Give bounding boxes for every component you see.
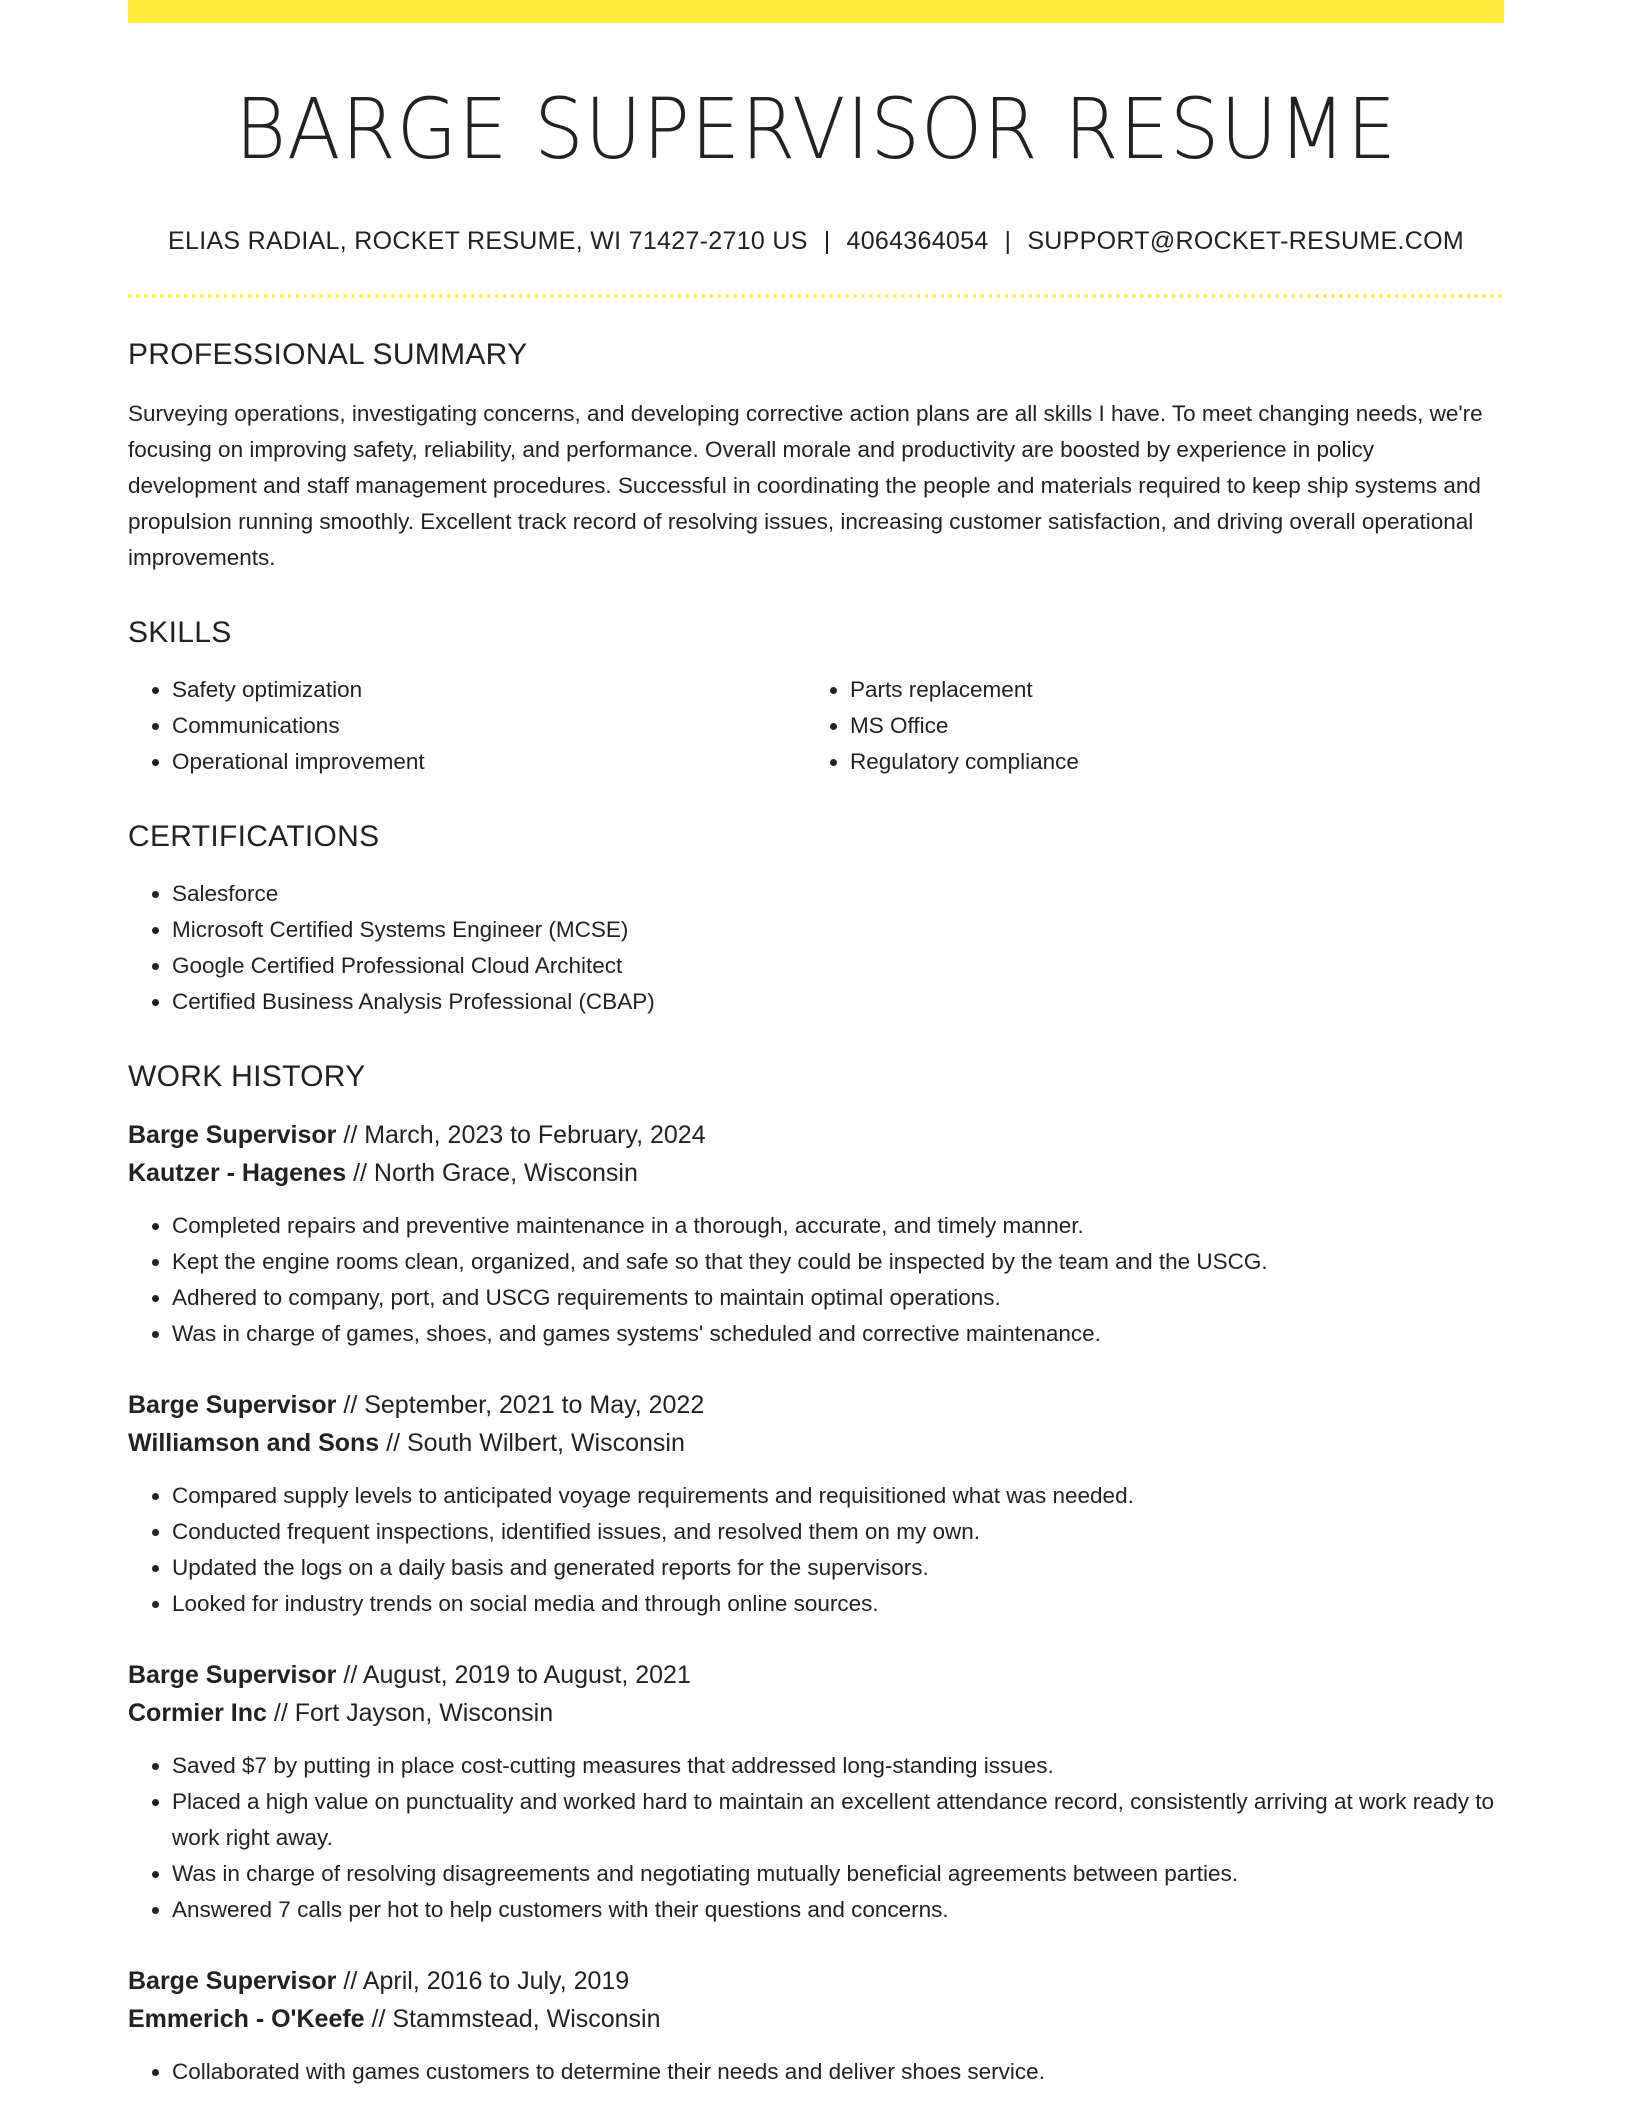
skill-item: • MS Office [850, 708, 1484, 744]
contact-phone: 4064364054 [846, 227, 989, 256]
job-bullet: • Saved $7 by putting in place cost-cutting measures that addressed long-standing issues. [172, 1748, 1504, 1784]
job-location: // Fort Jayson, Wisconsin [266, 1699, 554, 1728]
skills-column-left [128, 672, 806, 780]
job-company-line [128, 2000, 1504, 2038]
job-dates: // April, 2016 to July, 2019 [336, 1967, 630, 1996]
job-title-line [128, 1656, 1504, 1694]
certification-item: • Microsoft Certified Systems Engineer (MCSE) [172, 912, 1504, 948]
job-bullets [128, 1478, 1504, 1622]
job-entry [128, 1962, 1504, 2090]
job-bullet: • Collaborated with games customers to determine their needs and deliver shoes service. [172, 2054, 1504, 2090]
certification-item: • Google Certified Professional Cloud Architect [172, 948, 1504, 984]
job-dates: // August, 2019 to August, 2021 [336, 1661, 691, 1690]
skill-item: • Operational improvement [172, 744, 806, 780]
job-location: // South Wilbert, Wisconsin [379, 1429, 685, 1458]
skills-column-right [806, 672, 1484, 780]
job-dates: // September, 2021 to May, 2022 [336, 1391, 705, 1420]
job-entry [128, 1116, 1504, 1352]
job-entry [128, 1656, 1504, 1928]
skill-item: • Communications [172, 708, 806, 744]
dotted-divider [128, 294, 1504, 298]
job-title: Barge Supervisor [128, 1121, 337, 1150]
job-bullets [128, 1748, 1504, 1928]
job-bullets [128, 1208, 1504, 1352]
job-bullet: • Kept the engine rooms clean, organized, and safe so that they could be inspected by the team and the USCG. [172, 1244, 1504, 1280]
job-company: Cormier Inc [128, 1699, 267, 1728]
top-accent-bar [128, 0, 1504, 23]
page-title: BARGE SUPERVISOR RESUME [234, 80, 1398, 178]
summary-heading: PROFESSIONAL SUMMARY [128, 338, 528, 372]
skill-item: • Safety optimization [172, 672, 806, 708]
job-bullet: • Adhered to company, port, and USCG requirements to maintain optimal operations. [172, 1280, 1504, 1316]
job-entry [128, 1386, 1504, 1622]
contact-line [128, 227, 1504, 256]
job-title-line [128, 1962, 1504, 2000]
job-bullets [128, 2054, 1504, 2090]
job-company: Emmerich - O'Keefe [128, 2005, 365, 2034]
job-bullet: • Answered 7 calls per hot to help customers with their questions and concerns. [172, 1892, 1504, 1928]
job-title: Barge Supervisor [128, 1967, 337, 1996]
certification-item: • Salesforce [172, 876, 1504, 912]
job-location: // Stammstead, Wisconsin [364, 2005, 661, 2034]
contact-separator: | [1004, 227, 1012, 256]
job-company: Williamson and Sons [128, 1429, 380, 1458]
job-company-line [128, 1424, 1504, 1462]
job-location: // North Grace, Wisconsin [346, 1159, 638, 1188]
job-bullet: • Compared supply levels to anticipated voyage requirements and requisitioned what was needed. [172, 1478, 1504, 1514]
skill-item: • Regulatory compliance [850, 744, 1484, 780]
contact-separator: | [823, 227, 831, 256]
skills-list [128, 672, 1504, 780]
skills-heading: SKILLS [128, 616, 232, 650]
job-title: Barge Supervisor [128, 1391, 337, 1420]
summary-text: Surveying operations, investigating concerns, and developing corrective action plans are all skills I have. To meet changing needs, we're focusing on improving safety, reliability, and performance. Overall morale and productivity are boosted by experience in policy development and staff management procedures. Successful in coordinating the people and materials required to keep ship systems and propulsion running smoothly. Excellent track record of resolving issues, increasing customer satisfaction, and driving overall operational improvements. [128, 401, 1483, 571]
contact-email: SUPPORT@ROCKET-RESUME.COM [1027, 227, 1464, 256]
job-bullet: • Was in charge of games, shoes, and games systems' scheduled and corrective maintenance. [172, 1316, 1504, 1352]
job-company-line [128, 1154, 1504, 1192]
job-bullet: • Updated the logs on a daily basis and generated reports for the supervisors. [172, 1550, 1504, 1586]
job-title: Barge Supervisor [128, 1661, 337, 1690]
job-bullet: • Completed repairs and preventive maintenance in a thorough, accurate, and timely manner. [172, 1208, 1504, 1244]
job-company-line [128, 1694, 1504, 1732]
certifications-heading: CERTIFICATIONS [128, 820, 380, 854]
certification-item: • Certified Business Analysis Professional (CBAP) [172, 984, 1504, 1020]
job-bullet: • Conducted frequent inspections, identified issues, and resolved them on my own. [172, 1514, 1504, 1550]
job-dates: // March, 2023 to February, 2024 [336, 1121, 706, 1150]
skill-item: • Parts replacement [850, 672, 1484, 708]
resume-page [128, 0, 1504, 2090]
job-company: Kautzer - Hagenes [128, 1159, 347, 1188]
job-bullet: • Looked for industry trends on social media and through online sources. [172, 1586, 1504, 1622]
job-bullet: • Was in charge of resolving disagreements and negotiating mutually beneficial agreements between parties. [172, 1856, 1504, 1892]
job-bullet: • Placed a high value on punctuality and worked hard to maintain an excellent attendance record, consistently arriving at work ready to work right away. [172, 1784, 1504, 1856]
contact-address: ELIAS RADIAL, ROCKET RESUME, WI 71427-2710 US [168, 227, 808, 256]
job-title-line [128, 1386, 1504, 1424]
work-history-heading: WORK HISTORY [128, 1060, 366, 1094]
job-title-line [128, 1116, 1504, 1154]
certifications-list [128, 876, 1504, 1020]
